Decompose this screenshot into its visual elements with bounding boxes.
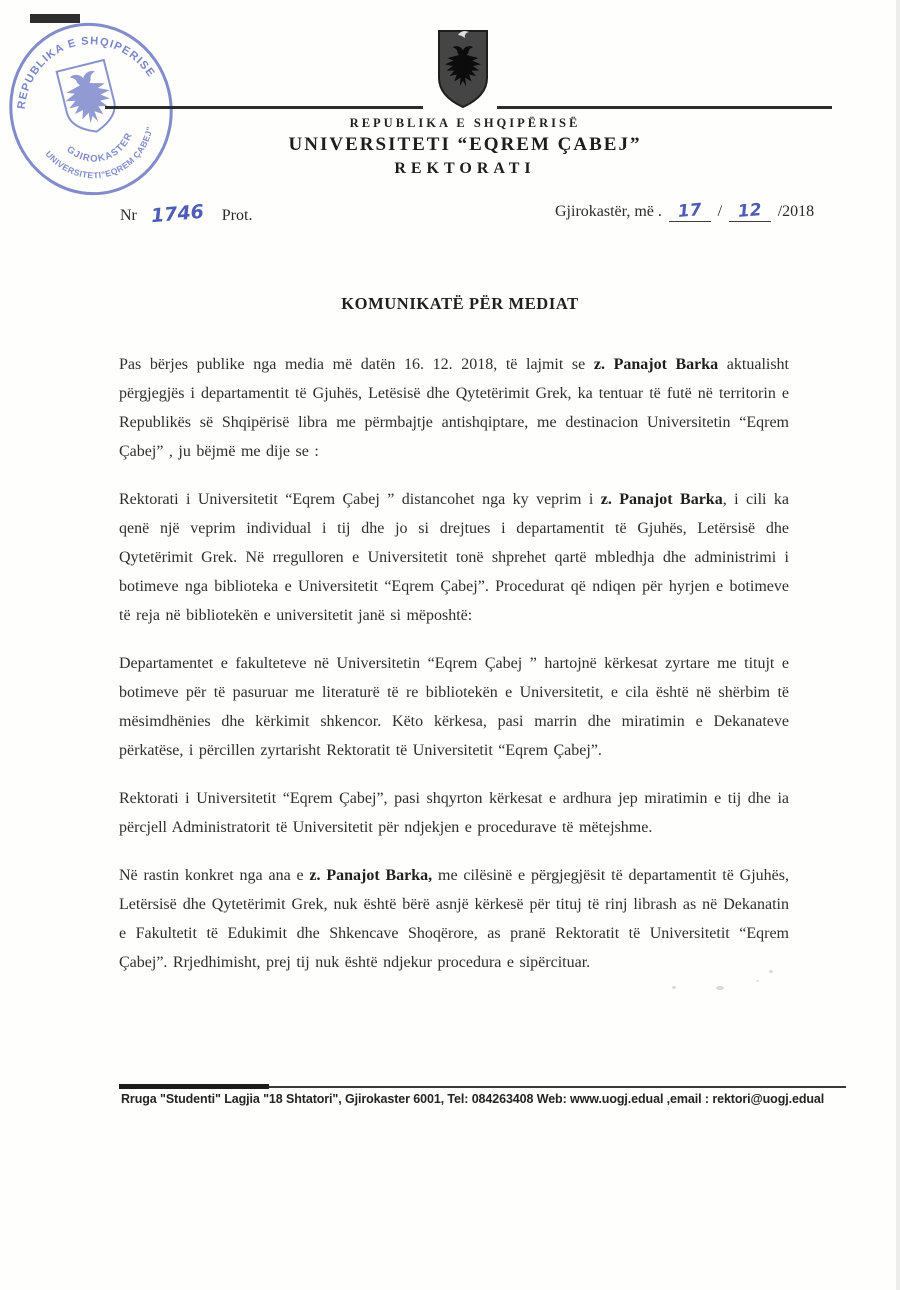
letterhead (230, 116, 700, 178)
person-name-bold: z. Panajot Barka (593, 356, 719, 373)
albanian-eagle-crest (436, 28, 490, 110)
stamp-shield-icon (57, 60, 120, 137)
date-month-slot (729, 202, 771, 222)
scan-edge-shade (896, 0, 900, 1290)
paragraph-text: Rektorati i Universitetit “Eqrem Çabej ” distancohet nga ky veprim i (119, 491, 601, 508)
letter-body (119, 350, 789, 996)
paragraph-text: Departamentet e fakulteteve në Universitetin “Eqrem Çabej ” hartojnë kërkesat zyrtare me titujt e botimeve për të pasuruar me literaturë të re bibliotekën e Universitetit, e cila është në shërbim të mësimdhënies dhe kërkimit shkencor. Këto kërkesa, pasi marrin dhe miratimin e Dekanateve përkatëse, i përcillen zyrtarisht Rektoratit të Universitetit “Eqrem Çabej”. (119, 655, 789, 759)
date-day-slot (669, 202, 711, 222)
protocol-number-line (120, 200, 253, 228)
document-title: KOMUNIKATË PËR MEDIAT (341, 294, 579, 313)
paragraph-text: Në rastin konkret nga ana e (119, 867, 310, 884)
header-rule-left (105, 106, 423, 109)
paragraph-text: me cilësinë e përgjegjësit të departamentit të Gjuhës, Letërsisë dhe Qytetërimit Grek, nuk është bërë asnjë kërkesë për tituj të rinj librash as në Dekanatin e Fakultetit të Edukimit dhe Shkencave Shoqërore, as pranë Rektoratit të Universitetit “Eqrem Çabej”. Rrjedhimisht, prej tij nuk është ndjekur procedura e sipërcituar. (119, 867, 789, 971)
republic-name: REPUBLIKA E SHQIPËRISË (349, 116, 581, 130)
header-rule-right (497, 106, 832, 109)
date-separator: / (717, 203, 723, 220)
date-year: /2018 (777, 203, 815, 220)
body-paragraph (119, 784, 789, 842)
protocol-number-handwritten: 1746 (150, 200, 205, 228)
stamp-top-text: REPUBLIKA E SHQIPERISE (15, 35, 158, 110)
university-name: UNIVERSITETI “EQREM ÇABEJ” (288, 134, 642, 155)
paragraph-text: Pas bërjes publike nga media më datën 16. 12. 2018, të lajmit se (119, 356, 594, 373)
footer-rule-thick-segment (119, 1084, 269, 1089)
body-paragraph (119, 861, 789, 977)
scan-speck (769, 970, 773, 973)
rectorate-label: REKTORATI (394, 160, 536, 177)
person-name-bold: z. Panajot Barka (600, 491, 723, 508)
university-round-stamp (0, 0, 197, 218)
body-paragraph (119, 350, 789, 466)
scan-speck (672, 986, 676, 989)
paragraph-text: , i cili ka qenë një veprim individual i tij dhe jo si drejtues i departamentit të Gjuhës, Letërsisë dhe Qytetërimit Grek. Në rregulloren e Universitetit tonë shprehet qartë mbledhja dhe administrimi i botimeve nga biblioteka e Universitetit “Eqrem Çabej”. Procedurat që ndiqen për hyrjen e botimeve të reja në bibliotekën e universitetit janë si mëposhtë: (119, 491, 790, 624)
person-name-bold: z. Panajot Barka, (309, 867, 433, 884)
date-day-handwritten: 17 (677, 200, 703, 222)
nr-label: Nr (120, 207, 137, 224)
scan-speck (716, 986, 724, 990)
place-and-date-label: Gjirokastër, më . (555, 203, 662, 220)
body-paragraph (119, 649, 789, 765)
scan-speck (756, 980, 759, 982)
stamp-city-text: GJIROKASTER (64, 130, 136, 165)
body-paragraph (119, 485, 789, 630)
stamp-bottom-text: UNIVERSITETI"EQREM ÇABEJ" (43, 125, 155, 181)
date-line (555, 202, 814, 222)
paragraph-text: Rektorati i Universitetit “Eqrem Çabej”, pasi shqyrton kërkesat e ardhura jep miratimin e tij dhe ia përcjell Administratorit të Universitetit për ndjekjen e procedurave të mëtejshme. (119, 790, 789, 836)
date-month-handwritten: 12 (737, 200, 763, 222)
paragraph-text: aktualisht përgjegjës i departamentit të Gjuhës, Letësisë dhe Qytetërimit Grek, ka tentuar të futë në territorin e Republikës së Shqipërisë libra me përmbajtje antishqiptare, me destinacion Universitetin “Eqrem Çabej” , ju bëjmë me dije se : (119, 356, 790, 460)
prot-label: Prot. (221, 207, 253, 224)
footer-address-line: Rruga "Studenti" Lagjia "18 Shtatori", Gjirokaster 6001, Tel: 084263408 Web: www.uogj.edual ,email : rektori@uogj.edual (121, 1092, 825, 1106)
